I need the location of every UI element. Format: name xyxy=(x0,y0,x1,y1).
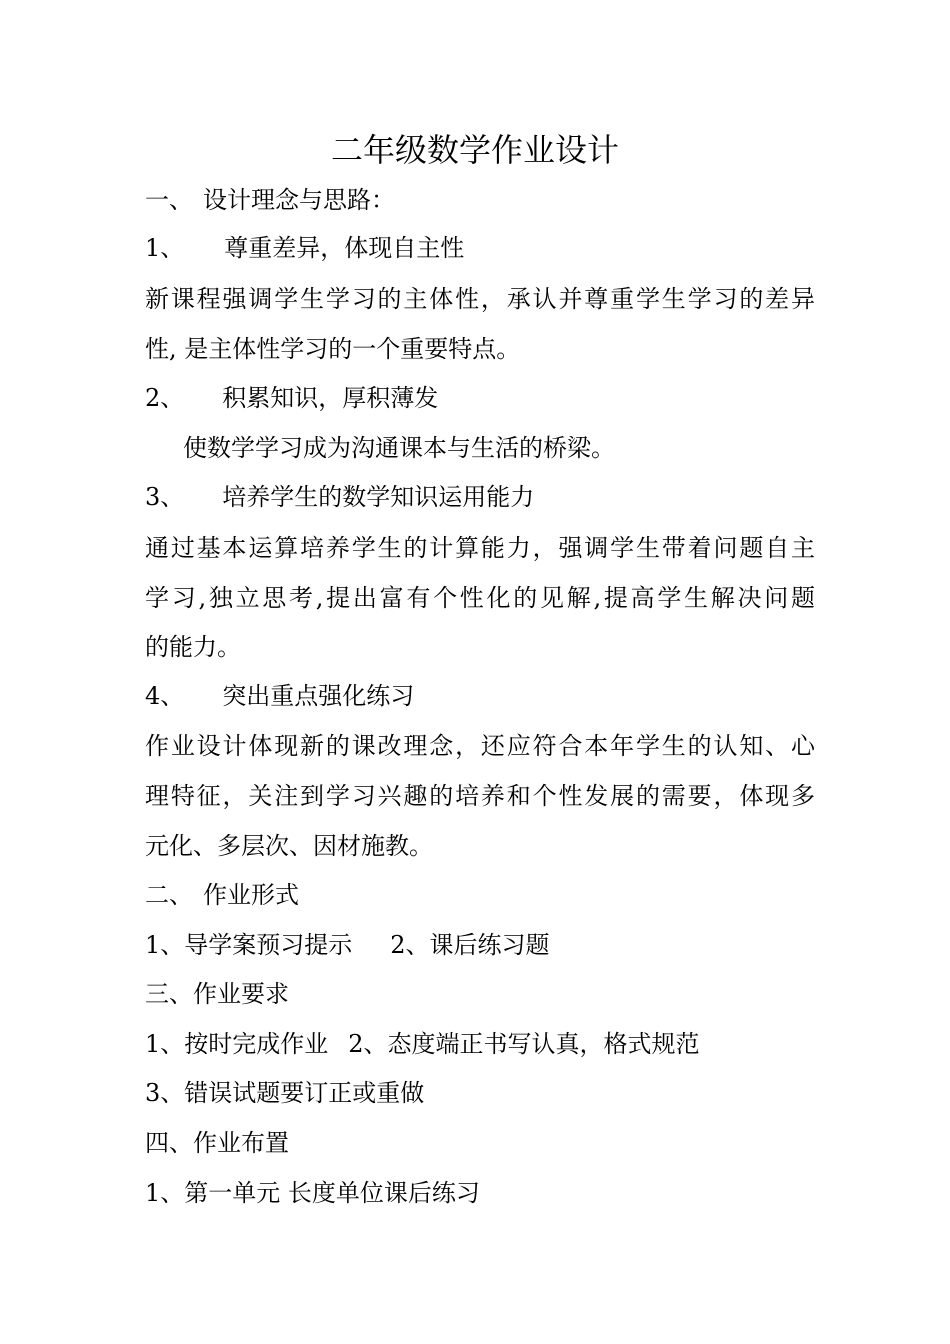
section4-item1: 1、第一单元 长度单位课后练习 xyxy=(145,1179,480,1207)
section3-items xyxy=(145,1028,815,1060)
item1-body-line1: 新课程强调学生学习的主体性，承认并尊重学生学习的差异 xyxy=(145,285,815,313)
item2-heading xyxy=(145,382,815,414)
item3-body-line3: 的能力。 xyxy=(145,633,241,661)
item4-body-line2: 理特征，关注到学习兴趣的培养和个性发展的需要，体现多 xyxy=(145,782,815,810)
item3-heading-text: 培养学生的数学知识运用能力 xyxy=(222,483,535,511)
section3-item3: 3、错误试题要订正或重做 xyxy=(145,1079,425,1107)
item4-num: 4、 xyxy=(145,682,185,710)
section2-items xyxy=(145,929,815,961)
item4-body-line3: 元化、多层次、因材施教。 xyxy=(145,832,433,860)
item1-num: 1、 xyxy=(145,234,185,262)
page-title: 二年级数学作业设计 xyxy=(330,131,619,169)
section3-item2: 2、态度端正书写认真，格式规范 xyxy=(348,1030,700,1058)
item2-heading-text: 积累知识，厚积薄发 xyxy=(222,384,439,412)
item2-body-line1: 使数学学习成为沟通课本与生活的桥梁。 xyxy=(183,434,615,462)
section4-heading: 四、作业布置 xyxy=(145,1129,289,1157)
item3-body-line1: 通过基本运算培养学生的计算能力，强调学生带着问题自主 xyxy=(145,534,815,562)
section2-heading xyxy=(145,879,815,911)
section2-heading-num: 二、 xyxy=(145,881,193,909)
section2-item2: 2、课后练习题 xyxy=(390,931,550,959)
item3-body-line2: 学习,独立思考,提出富有个性化的见解,提高学生解决问题 xyxy=(145,584,815,612)
item4-heading xyxy=(145,680,815,712)
section3-heading: 三、作业要求 xyxy=(145,980,289,1008)
item1-heading-text: 尊重差异，体现自主性 xyxy=(224,234,465,262)
item4-body-line1: 作业设计体现新的课改理念，还应符合本年学生的认知、心 xyxy=(145,732,815,760)
section2-heading-text: 作业形式 xyxy=(203,881,299,909)
section1-heading xyxy=(145,184,815,216)
item4-heading-text: 突出重点强化练习 xyxy=(222,682,415,710)
section3-item1: 1、按时完成作业 xyxy=(145,1030,329,1058)
item1-body-line2: 性, 是主体性学习的一个重要特点。 xyxy=(145,335,521,363)
item1-heading xyxy=(145,232,815,264)
item3-num: 3、 xyxy=(145,483,185,511)
section1-heading-text: 设计理念与思路： xyxy=(203,186,395,214)
item3-heading xyxy=(145,481,815,513)
section2-item1: 1、导学案预习提示 xyxy=(145,931,353,959)
item2-num: 2、 xyxy=(145,384,185,412)
section1-heading-num: 一、 xyxy=(145,186,193,214)
